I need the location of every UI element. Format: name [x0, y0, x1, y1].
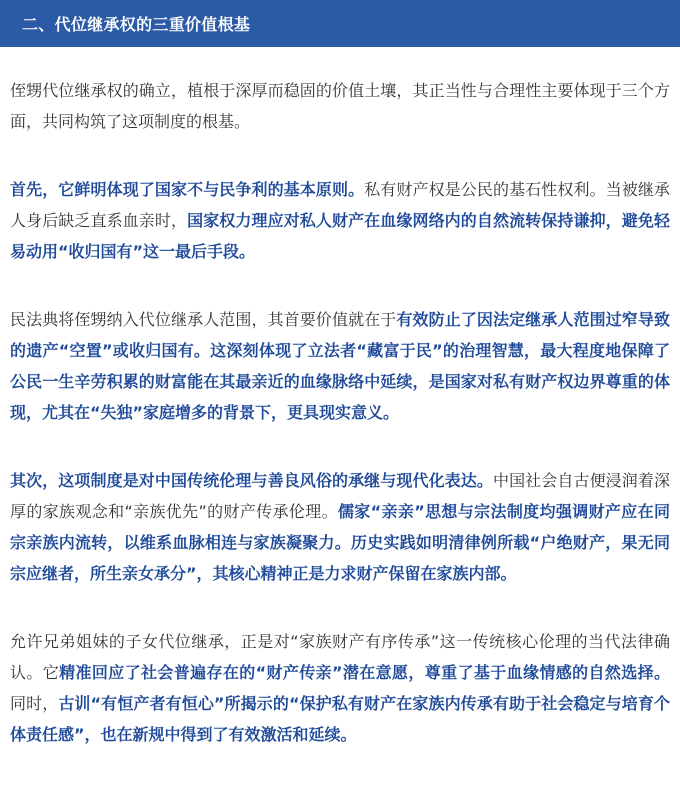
highlight-segment: 精准回应了社会普遍存在的“财产传亲”潜在意愿，尊重了基于血缘情感的自然选择。	[59, 663, 670, 682]
text-segment: 侄甥代位继承权的确立，植根于深厚而稳固的价值土壤，其正当性与合理性主要体现于三个方面，共同构筑了这项制度的根基。	[10, 81, 670, 131]
highlight-segment: 首先，它鲜明体现了国家不与民争利的基本原则。	[10, 180, 365, 199]
text-segment: 同时，	[10, 694, 59, 713]
paragraph-first-point	[10, 174, 670, 267]
highlight-segment: 国家权力理应对私人财产在血缘网络内的自然流转保持谦抑，避免轻易动用“收归国有”这一最后手段。	[10, 211, 670, 261]
article-body	[10, 75, 670, 750]
paragraph-second-point	[10, 465, 670, 589]
text-segment: 私有财产权是公民的基石性权利。当被继承人身后缺乏直系血亲时，	[10, 180, 670, 230]
paragraph-siblings-children	[10, 626, 670, 750]
text-segment: 民法典将侄甥纳入代位继承人范围，其首要价值就在于	[10, 310, 397, 329]
highlight-segment: 其次，这项制度是对中国传统伦理与善良风俗的承继与现代化表达。	[10, 471, 493, 490]
highlight-segment: 有效防止了因法定继承人范围过窄导致的遗产“空置”或收归国有。这深刻体现了立法者“藏富于民”的治理智慧，最大程度地保障了公民一生辛劳积累的财富能在其最亲近的血缘脉络中延续，是国家对私有财产权边界尊重的体现，尤其在“失独”家庭增多的背景下，更具现实意义。	[10, 310, 670, 422]
section-header-bar	[0, 0, 680, 47]
section-title: 二、代位继承权的三重价值根基	[22, 15, 251, 34]
paragraph-civil-code	[10, 304, 670, 428]
paragraph-intro	[10, 75, 670, 137]
text-segment: 允许兄弟姐妹的子女代位继承，正是对“家族财产有序传承”这一传统核心伦理的当代法律确认。它	[10, 632, 670, 682]
text-segment: 中国社会自古便浸润着深厚的家族观念和“亲族优先”的财产传承伦理。	[10, 471, 670, 521]
highlight-segment: 古训“有恒产者有恒心”所揭示的“保护私有财产在家族内传承有助于社会稳定与培育个体责任感”，也在新规中得到了有效激活和延续。	[10, 694, 670, 744]
highlight-segment: 儒家“亲亲”思想与宗法制度均强调财产应在同宗亲族内流转，以维系血脉相连与家族凝聚力。历史实践如明清律例所载“户绝财产，果无同宗应继者，所生亲女承分”，其核心精神正是力求财产保留在家族内部。	[10, 502, 670, 583]
